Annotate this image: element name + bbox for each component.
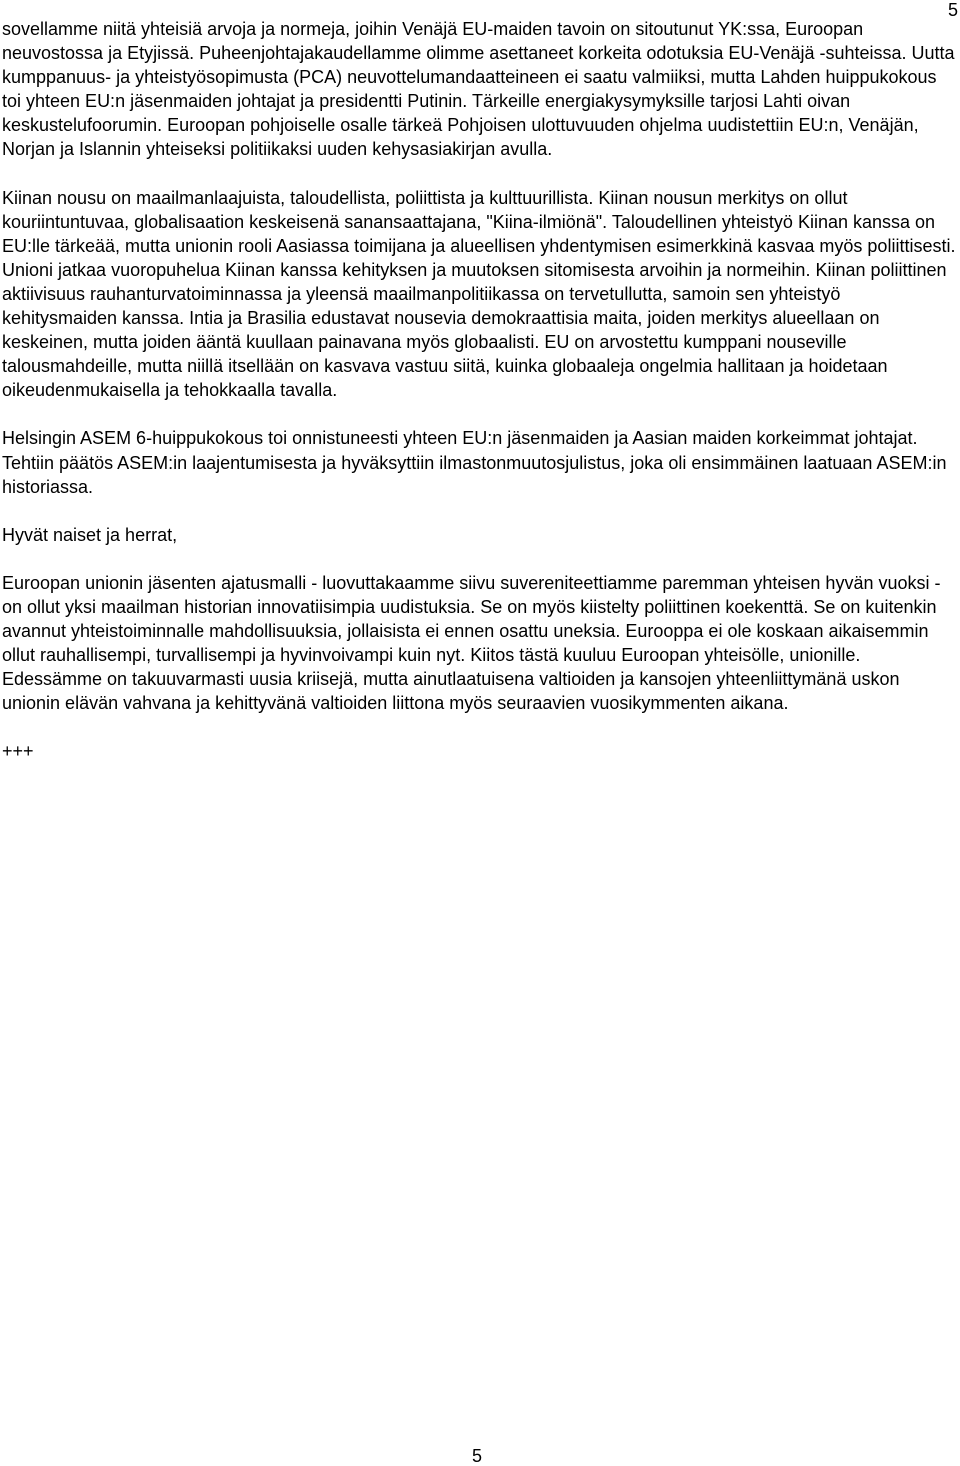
paragraph-russia-relations: sovellamme niitä yhteisiä arvoja ja normeja, joihin Venäjä EU-maiden tavoin on sitoutunut YK:ssa, Euroopan neuvostossa ja Etyjissä. Puheenjohtajakaudellamme olimme asettaneet korkeita odotuksia EU-Venäjä -suhteissa. Uutta kumppanuus- ja yhteistyösopimusta (PCA) neuvottelumandaatteineen ei saatu valmiiksi, mutta Lahden huippukokous toi yhteen EU:n jäsenmaiden johtajat ja presidentti Putinin. Tärkeille energiakysymyksille tarjosi Lahti oivan keskustelufoorumin. Euroopan pohjoiselle osalle tärkeä Pohjoisen ulottuvuuden ohjelma uudistettiin EU:n, Venäjän, Norjan ja Islannin yhteiseksi politiikaksi uuden kehysasiakirjan avulla. [2,19,955,160]
paragraph-salutation: Hyvät naiset ja herrat, [2,524,178,545]
page-number-bottom: 5 [472,1446,483,1466]
paragraph-end-marker: +++ [2,741,34,762]
document-body [2,17,958,787]
paragraph-asem-summit: Helsingin ASEM 6-huippukokous toi onnistuneesti yhteen EU:n jäsenmaiden ja Aasian maiden korkeimmat johtajat. Tehtiin päätös ASEM:in laajentumisesta ja hyväksyttiin ilmastonmuutosjulistus, joka oli ensimmäinen laatuaan ASEM:in historiassa. [2,428,947,497]
paragraph-china-rise: Kiinan nousu on maailmanlaajuista, taloudellista, poliittista ja kulttuurillista. Kiinan nousun merkitys on ollut kouriintuntuvaa, globalisaation keskeisenä sanansaattajana, "Kiina-ilmiönä". Taloudellinen yhteistyö Kiinan kanssa on EU:lle tärkeää, mutta unionin rooli Aasiassa toimijana ja alueellisen yhdentymisen esimerkkinä kasvaa myös poliittisesti. Unioni jatkaa vuoropuhelua Kiinan kanssa kehityksen ja muutoksen sitomisesta arvoihin ja normeihin. Kiinan poliittinen aktiivisuus rauhanturvatoiminnassa ja yleensä maailmanpolitiikassa on tervetullutta, samoin sen yhteistyö kehitysmaiden kanssa. Intia ja Brasilia edustavat nousevia demokraattisia maita, joiden merkitys alueellaan on keskeinen, mutta joiden ääntä kuullaan painavana myös globaalisti. EU on arvostettu kumppani nouseville talousmahdeille, mutta niillä itsellään on kasvava vastuu siitä, kuinka globaaleja ongelmia hallitaan ja hoidetaan oikeudenmukaisella ja tehokkaalla tavalla. [2,187,956,401]
page-number-top: 5 [947,0,958,20]
paragraph-eu-model: Euroopan unionin jäsenten ajatusmalli - luovuttakaamme siivu suvereniteettiamme paremman yhteisen hyvän vuoksi - on ollut yksi maailman historian innovatiisimpia uudistuksia. Se on myös kiistelty poliittinen koekenttä. Se on kuitenkin avannut yhteistoiminnalle mahdollisuuksia, jollaisista ei ennen osattu uneksia. Eurooppa ei ole koskaan aikaisemmin ollut rauhallisempi, turvallisempi ja hyvinvoivampi kuin nyt. Kiitos tästä kuuluu Euroopan yhteisölle, unionille. Edessämme on takuuvarmasti uusia kriisejä, mutta ainutlaatuisena valtioiden ja kansojen yhteenliittymänä uskon unionin elävän vahvana ja kehittyvänä valtioiden liittona myös seuraavien vuosikymmenten aikana. [2,572,941,714]
